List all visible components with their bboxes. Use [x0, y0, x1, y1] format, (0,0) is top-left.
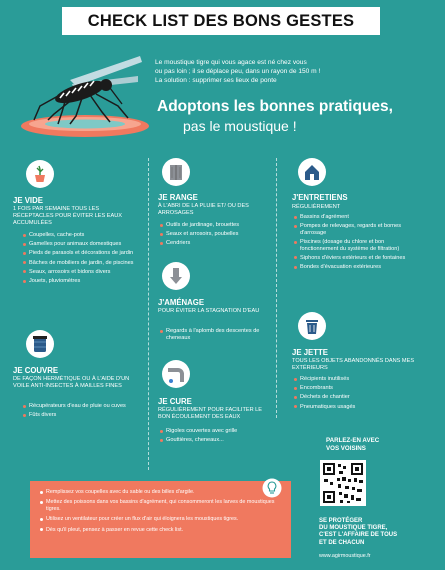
website-link[interactable]: www.agirmoustique.fr: [319, 553, 371, 559]
protect-line-1: SE PROTÉGER: [319, 518, 363, 524]
section-entretiens-list: [294, 214, 420, 273]
list-item: Bassins d'agrément: [294, 214, 420, 221]
section-cure-subtitle: RÉGULIÈREMENT POUR FACILITER LE BON ÉCOULEMENT DES EAUX: [158, 407, 263, 420]
tips-list: [40, 489, 288, 537]
list-item: Pneumatiques usagés: [294, 404, 420, 411]
list-item: Jouets, pluviomètres: [23, 278, 141, 285]
list-item: Rigoles couvertes avec grille: [160, 428, 272, 435]
list-item: Bâches de mobiliers de jardin, de piscines: [23, 260, 141, 267]
list-item: Gouttières, cheneaux...: [160, 437, 272, 444]
list-item: Outils de jardinage, brouettes: [160, 222, 274, 229]
section-vide-subtitle: 1 FOIS PAR SEMAINE TOUS LES RÉCEPTACLES POUR ÉVITER LES EAUX ACCUMULÉES: [13, 206, 123, 226]
section-amenage-subtitle: POUR ÉVITER LA STAGNATION D'EAU: [158, 308, 260, 314]
talk-line-1: PARLEZ-EN AVEC: [326, 437, 380, 444]
list-item: Pompes de relevages, regards et bornes d'arrosage: [294, 223, 420, 236]
section-vide-list: [23, 232, 141, 287]
section-jette-title: JE JETTE: [292, 348, 328, 357]
section-jette-list: [294, 376, 420, 413]
list-item: Gamelles pour animaux domestiques: [23, 241, 141, 248]
section-couvre-subtitle: DE FAÇON HERMÉTIQUE OU À L'AIDE D'UN VOILE ANTI-INSECTES À MAILLES FINES: [13, 376, 130, 389]
tip-item: Remplissez vos coupelles avec du sable ou des billes d'argile.: [40, 489, 288, 495]
tip-item: Dès qu'il pleut, pensez à passer en revue cette check list.: [40, 527, 288, 533]
trash-bin-icon: [298, 312, 326, 340]
list-item: Siphons d'éviers extérieurs et de fontaines: [294, 255, 420, 262]
protect-line-3: C'EST L'AFFAIRE DE TOUS: [319, 532, 398, 539]
protect-line-2: DU MOUSTIQUE TIGRE,: [319, 525, 388, 532]
page-title: CHECK LIST DES BONS GESTES: [87, 11, 355, 30]
section-range-list: [160, 222, 274, 250]
lightbulb-icon: [262, 478, 282, 498]
section-amenage-title: J'AMÉNAGE: [158, 298, 205, 307]
title-banner: [62, 7, 380, 35]
headline: Adoptons les bonnes pratiques,: [157, 98, 393, 115]
section-range-title: JE RANGE: [158, 193, 198, 202]
water-barrel-icon: [26, 330, 54, 358]
section-couvre-title: JE COUVRE: [13, 366, 59, 375]
section-entretiens-title: J'ENTRETIENS: [292, 193, 348, 202]
section-vide-title: JE VIDE: [13, 196, 43, 205]
drain-grate-icon: [162, 262, 190, 290]
gutter-pipe-icon: [162, 360, 190, 388]
column-divider-1: [148, 158, 150, 470]
intro-line-2: ou pas loin ; il se déplace peu, dans un rayon de 150 m !: [155, 68, 321, 76]
list-item: Récupérateurs d'eau de pluie ou cuves: [23, 403, 141, 410]
talk-line-2: VOS VOISINS: [326, 444, 366, 452]
section-cure-list: [160, 428, 272, 446]
intro-line-1: Le moustique tigre qui vous agace est né chez vous: [155, 59, 307, 66]
list-item: Seaux, arrosoirs et bidons divers: [23, 269, 141, 276]
intro-text: [155, 58, 425, 86]
protect-message: [319, 518, 397, 547]
protect-line-4: ET DE CHACUN: [319, 539, 365, 546]
mosquito-illustration: [10, 40, 160, 140]
list-item: Pieds de parasols et décorations de jardin: [23, 250, 141, 257]
section-range-subtitle: À L'ABRI DE LA PLUIE ET/ OU DES ARROSAGES: [158, 203, 249, 216]
section-jette-subtitle: TOUS LES OBJETS ABANDONNÉS DANS MES EXTÉRIEURS: [292, 358, 415, 371]
tips-box: [30, 481, 291, 558]
list-item: Piscines (dosage du chlore et bon fonctionnement du système de filtration): [294, 239, 420, 252]
list-item: Déchets de chantier: [294, 394, 420, 401]
section-entretiens-subtitle: RÉGULIÈREMENT: [292, 204, 341, 210]
section-amenage-list: [160, 328, 270, 344]
list-item: Cendriers: [160, 240, 274, 247]
intro-line-3: La solution : supprimer ses lieux de ponte: [155, 77, 277, 85]
talk-neighbors: [326, 437, 379, 452]
list-item: Récipients inutilisés: [294, 376, 420, 383]
list-item: Bondes d'évacuation extérieures: [294, 264, 420, 271]
subline: pas le moustique !: [183, 118, 297, 134]
list-item: Seaux et arrosoirs, poubelles: [160, 231, 274, 238]
plant-pot-icon: [26, 160, 54, 188]
list-item: Fûts divers: [23, 412, 141, 419]
column-divider-2: [276, 158, 278, 418]
section-cure-title: JE CURE: [158, 397, 192, 406]
tip-item: Mettez des poissons dans vos bassins d'agrément, qui consommeront les larves de moustiques tigres.: [40, 499, 288, 512]
house-icon: [298, 158, 326, 186]
tip-item: Utilisez un ventilateur pour créer un flux d'air qui éloignera les moustiques tigres.: [40, 516, 288, 522]
qr-code[interactable]: [320, 460, 366, 506]
list-item: Encombrants: [294, 385, 420, 392]
list-item: Coupelles, cache-pots: [23, 232, 141, 239]
section-couvre-list: [23, 403, 141, 421]
shed-icon: [162, 158, 190, 186]
list-item: Regards à l'aplomb des descentes de cheneaux: [160, 328, 270, 341]
